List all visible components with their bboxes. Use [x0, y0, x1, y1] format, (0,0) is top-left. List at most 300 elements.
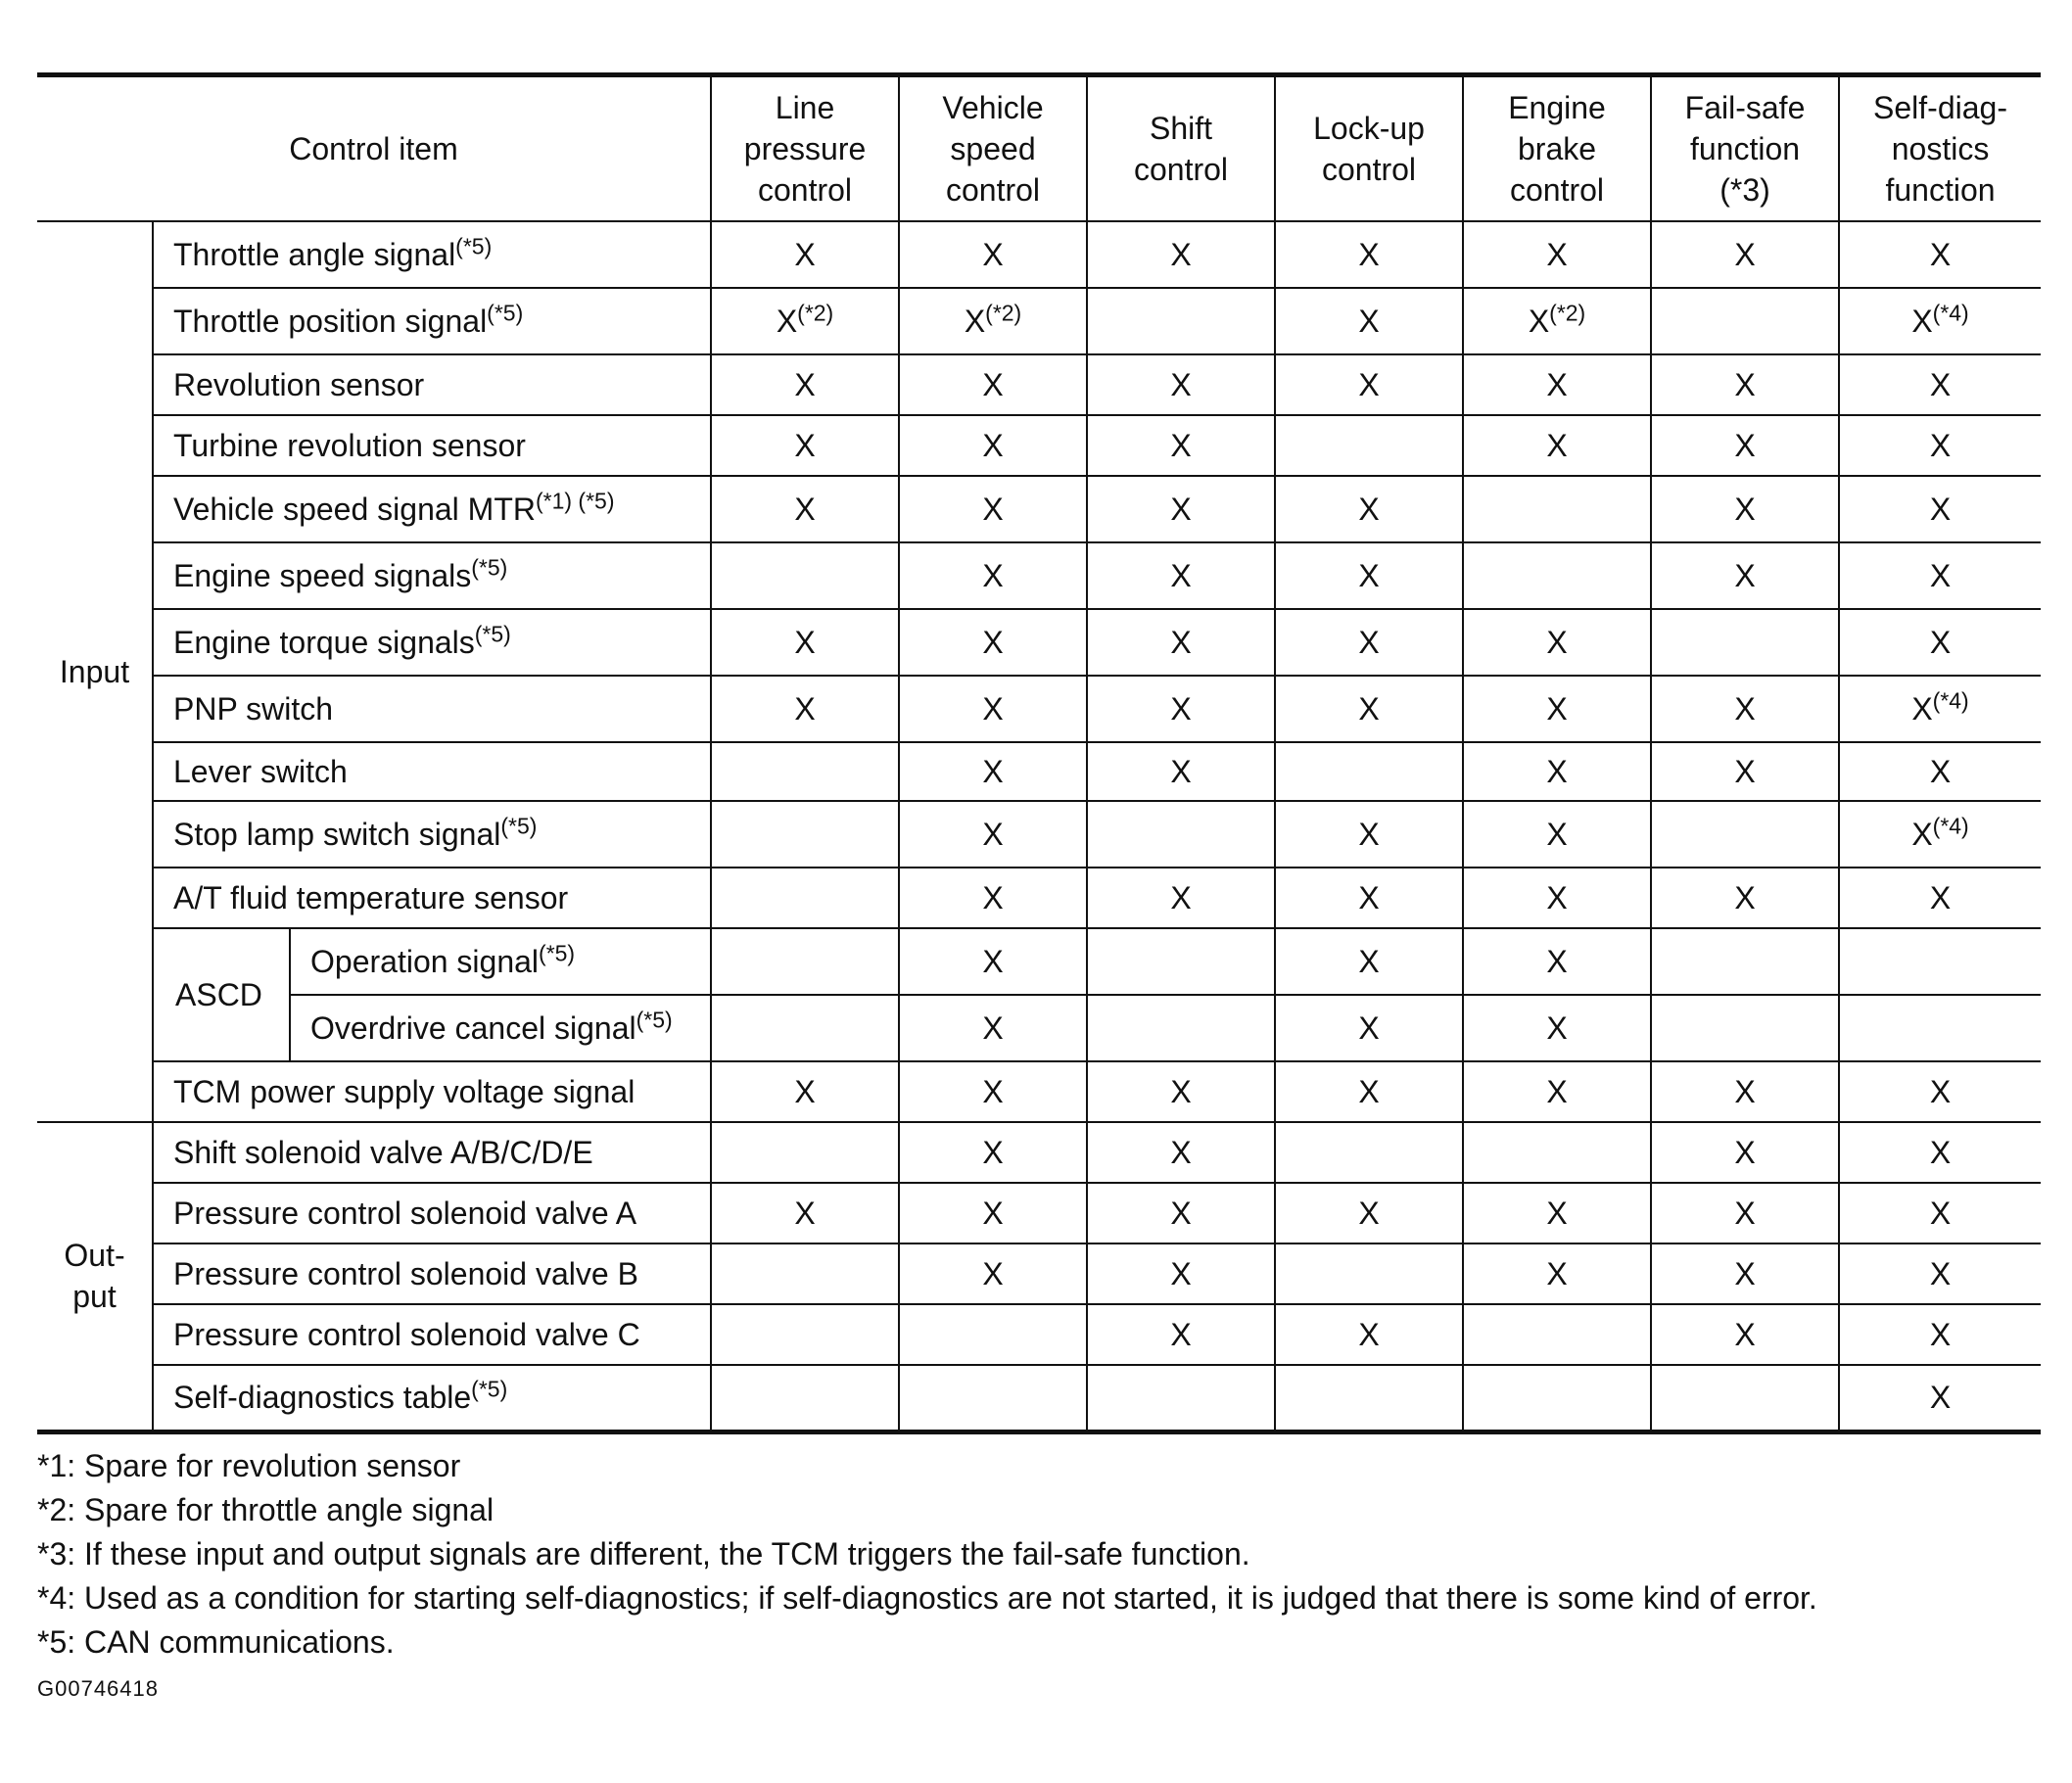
row-label [153, 221, 711, 288]
column-header [1463, 75, 1651, 222]
check-mark: X [1546, 753, 1568, 789]
table-cell [1839, 868, 2041, 928]
table-cell [711, 742, 899, 801]
table-cell [1463, 676, 1651, 742]
header-line: control [1321, 152, 1417, 187]
table-cell [899, 1304, 1087, 1365]
check-mark: X [1358, 557, 1380, 593]
check-mark: X [1734, 236, 1756, 272]
row-label [153, 1243, 711, 1304]
table-cell [1275, 742, 1463, 801]
table-cell [1275, 476, 1463, 542]
check-mark: X [1929, 491, 1952, 527]
check-mark: X [1528, 303, 1550, 339]
check-mark: X [1546, 624, 1568, 660]
header-line: (*3) [1719, 172, 1770, 208]
check-mark: X [1546, 1255, 1568, 1291]
check-mark: X [1734, 1255, 1756, 1291]
table-cell [711, 1365, 899, 1431]
check-mark: X [982, 879, 1004, 915]
cell-footnote-ref: (*2) [1549, 299, 1586, 325]
check-mark: X [1170, 491, 1192, 527]
footnotes [37, 1444, 2041, 1665]
table-cell [1463, 995, 1651, 1061]
check-mark: X [1546, 943, 1568, 979]
table-cell [1463, 1122, 1651, 1183]
table-cell [899, 354, 1087, 415]
check-mark: X [794, 624, 816, 660]
table-cell [1651, 1183, 1839, 1243]
table-row [37, 676, 2041, 742]
check-mark: X [1734, 1316, 1756, 1352]
column-header [1651, 75, 1839, 222]
row-footnote-ref: (*5) [471, 553, 508, 580]
table-cell [899, 1061, 1087, 1122]
row-label-text: Revolution sensor [173, 366, 425, 402]
table-row [37, 1122, 2041, 1183]
control-item-table [37, 72, 2041, 1434]
row-footnote-ref: (*5) [500, 812, 538, 838]
check-mark: X [1546, 1195, 1568, 1231]
column-header [1839, 75, 2041, 222]
row-label-text: Operation signal [310, 943, 540, 979]
check-mark: X [1929, 427, 1952, 463]
table-cell [1087, 288, 1275, 354]
table-cell [899, 676, 1087, 742]
check-mark: X [1358, 690, 1380, 727]
table-cell [1463, 742, 1651, 801]
check-mark: X [794, 366, 816, 402]
table-cell [1275, 542, 1463, 609]
check-mark: X [1734, 753, 1756, 789]
table-cell [899, 1365, 1087, 1431]
row-footnote-ref: (*1) (*5) [535, 487, 615, 513]
check-mark: X [1170, 1255, 1192, 1291]
header-line: brake [1517, 131, 1597, 166]
table-cell [711, 221, 899, 288]
table-cell [1275, 801, 1463, 868]
check-mark: X [1546, 427, 1568, 463]
table-body [37, 221, 2041, 1431]
table-cell [1087, 415, 1275, 476]
row-label [153, 1304, 711, 1365]
table-cell [1839, 1243, 2041, 1304]
table-cell [1275, 928, 1463, 995]
header-line: Engine [1508, 90, 1606, 125]
check-mark: X [1734, 1073, 1756, 1109]
table-cell [1839, 354, 2041, 415]
table-cell [1275, 1365, 1463, 1431]
table-cell [1839, 1183, 2041, 1243]
column-header [899, 75, 1087, 222]
check-mark: X [982, 624, 1004, 660]
table-cell [899, 542, 1087, 609]
check-mark: X [1734, 427, 1756, 463]
check-mark: X [1911, 690, 1933, 727]
row-footnote-ref: (*5) [455, 232, 493, 258]
table-cell [1651, 476, 1839, 542]
table-row [37, 868, 2041, 928]
header-line: Self-diag- [1873, 90, 2007, 125]
check-mark: X [982, 557, 1004, 593]
table-cell [1087, 676, 1275, 742]
column-header [1275, 75, 1463, 222]
table-cell [1087, 742, 1275, 801]
table-cell [711, 1243, 899, 1304]
table-cell [711, 1304, 899, 1365]
table-cell [1839, 1365, 2041, 1431]
table-cell [1463, 1365, 1651, 1431]
table-cell [899, 801, 1087, 868]
table-cell [1275, 354, 1463, 415]
table-cell [711, 476, 899, 542]
check-mark: X [982, 427, 1004, 463]
table-row [37, 995, 2041, 1061]
check-mark: X [1170, 624, 1192, 660]
table-cell [1275, 415, 1463, 476]
table-cell [1463, 415, 1651, 476]
table-cell [711, 1061, 899, 1122]
table-cell [1651, 1304, 1839, 1365]
table-cell [1275, 288, 1463, 354]
table-cell [1839, 476, 2041, 542]
table-cell [1651, 542, 1839, 609]
table-cell [1275, 609, 1463, 676]
table-cell [1651, 995, 1839, 1061]
ascd-group-label: ASCD [153, 928, 290, 1061]
check-mark: X [1546, 1073, 1568, 1109]
table-cell [711, 801, 899, 868]
table-cell [1087, 1183, 1275, 1243]
check-mark: X [982, 753, 1004, 789]
table-cell [1839, 1304, 2041, 1365]
check-mark: X [1358, 1073, 1380, 1109]
check-mark: X [1929, 1073, 1952, 1109]
table-cell [1087, 354, 1275, 415]
table-cell [1651, 868, 1839, 928]
check-mark: X [1170, 1134, 1192, 1170]
table-cell [711, 676, 899, 742]
row-label [153, 676, 711, 742]
table-cell [711, 995, 899, 1061]
table-cell [1463, 221, 1651, 288]
table-cell [1651, 1243, 1839, 1304]
table-cell [899, 928, 1087, 995]
header-line: control [1509, 172, 1605, 208]
table-cell [899, 995, 1087, 1061]
table-cell [1087, 801, 1275, 868]
check-mark: X [776, 303, 798, 339]
row-label-text: Throttle angle signal [173, 236, 456, 272]
check-mark: X [982, 1009, 1004, 1046]
table-cell [1275, 868, 1463, 928]
table-cell [1087, 476, 1275, 542]
header-line: speed [950, 131, 1036, 166]
table-cell [711, 288, 899, 354]
check-mark: X [794, 1195, 816, 1231]
table-cell [899, 742, 1087, 801]
table-row [37, 801, 2041, 868]
row-label [153, 1183, 711, 1243]
check-mark: X [982, 1073, 1004, 1109]
check-mark: X [1546, 690, 1568, 727]
table-cell [1839, 801, 2041, 868]
table-row [37, 476, 2041, 542]
row-footnote-ref: (*5) [474, 620, 511, 646]
output-group-label [37, 1122, 153, 1431]
row-label-text: Pressure control solenoid valve B [173, 1255, 638, 1291]
check-mark: X [794, 491, 816, 527]
output-label-line: put [72, 1279, 117, 1315]
table-cell [1087, 995, 1275, 1061]
table-row [37, 609, 2041, 676]
table-cell [1651, 415, 1839, 476]
table-cell [1839, 1061, 2041, 1122]
table-cell [711, 415, 899, 476]
check-mark: X [794, 427, 816, 463]
check-mark: X [1358, 816, 1380, 852]
footnote: *3: If these input and output signals are different, the TCM triggers the fail-safe function. [37, 1535, 1250, 1572]
table-cell [1651, 609, 1839, 676]
check-mark: X [1929, 1379, 1952, 1415]
table-cell [1651, 1061, 1839, 1122]
check-mark: X [1358, 943, 1380, 979]
table-cell [711, 542, 899, 609]
table-cell [899, 868, 1087, 928]
table-cell [1463, 288, 1651, 354]
cell-footnote-ref: (*4) [1932, 812, 1969, 838]
check-mark: X [982, 491, 1004, 527]
row-footnote-ref: (*5) [539, 939, 576, 965]
check-mark: X [1929, 624, 1952, 660]
table-cell [1275, 995, 1463, 1061]
header-line: Vehicle [942, 90, 1044, 125]
check-mark: X [1734, 690, 1756, 727]
table-cell [1087, 928, 1275, 995]
header-line: Line [775, 90, 835, 125]
check-mark: X [1734, 1195, 1756, 1231]
column-header [1087, 75, 1275, 222]
row-label-text: Shift solenoid valve A/B/C/D/E [173, 1134, 593, 1170]
check-mark: X [1546, 816, 1568, 852]
row-label [153, 415, 711, 476]
row-label [153, 801, 711, 868]
table-cell [1275, 1304, 1463, 1365]
cell-footnote-ref: (*4) [1932, 686, 1969, 713]
check-mark: X [1546, 1009, 1568, 1046]
table-cell [1839, 995, 2041, 1061]
table-cell [1087, 1243, 1275, 1304]
row-label-text: Engine torque signals [173, 624, 475, 660]
table-cell [1463, 354, 1651, 415]
table-cell [711, 609, 899, 676]
table-row [37, 221, 2041, 288]
check-mark: X [1358, 1316, 1380, 1352]
row-label [290, 995, 711, 1061]
table-row [37, 742, 2041, 801]
table-cell [1463, 476, 1651, 542]
check-mark: X [1929, 753, 1952, 789]
check-mark: X [1170, 1195, 1192, 1231]
row-label-text: Throttle position signal [173, 303, 488, 339]
row-label [153, 1061, 711, 1122]
footnote: *1: Spare for revolution sensor [37, 1447, 461, 1483]
check-mark: X [1546, 879, 1568, 915]
check-mark: X [1358, 303, 1380, 339]
row-label [153, 868, 711, 928]
row-label-text: Turbine revolution sensor [173, 427, 526, 463]
table-cell [899, 1122, 1087, 1183]
header-line: function [1885, 172, 1996, 208]
row-footnote-ref: (*5) [636, 1006, 673, 1032]
header-line: Fail-safe [1684, 90, 1806, 125]
table-cell [899, 1183, 1087, 1243]
footnote: *4: Used as a condition for starting self-diagnostics; if self-diagnostics are not started, it is judged that there is some kind of error. [37, 1579, 1817, 1616]
table-cell [1651, 801, 1839, 868]
table-cell [1463, 1304, 1651, 1365]
row-label-text: Pressure control solenoid valve C [173, 1316, 640, 1352]
table-cell [711, 928, 899, 995]
table-cell [1275, 1243, 1463, 1304]
table-cell [1463, 609, 1651, 676]
check-mark: X [1734, 557, 1756, 593]
row-footnote-ref: (*5) [487, 299, 524, 325]
table-row [37, 1365, 2041, 1431]
footnote: *5: CAN communications. [37, 1623, 395, 1660]
table-cell [1463, 928, 1651, 995]
check-mark: X [1358, 236, 1380, 272]
header-line: pressure [743, 131, 867, 166]
table-cell [1087, 1061, 1275, 1122]
header-line: control [1133, 152, 1229, 187]
check-mark: X [1929, 366, 1952, 402]
check-mark: X [982, 1134, 1004, 1170]
check-mark: X [1929, 1195, 1952, 1231]
table-cell [899, 609, 1087, 676]
table-cell [1463, 1183, 1651, 1243]
table-cell [1839, 221, 2041, 288]
check-mark: X [1170, 1316, 1192, 1352]
table-row [37, 354, 2041, 415]
row-label [153, 288, 711, 354]
table-cell [1463, 868, 1651, 928]
check-mark: X [1358, 1195, 1380, 1231]
check-mark: X [1170, 1073, 1192, 1109]
input-group-label [37, 221, 153, 1122]
check-mark: X [1734, 366, 1756, 402]
header-line: function [1689, 131, 1801, 166]
check-mark: X [1170, 236, 1192, 272]
row-label [153, 609, 711, 676]
header-line: nostics [1891, 131, 1990, 166]
check-mark: X [1546, 366, 1568, 402]
row-label-text: Lever switch [173, 753, 348, 789]
check-mark: X [982, 1255, 1004, 1291]
table-cell [1087, 1304, 1275, 1365]
table-cell [1275, 1061, 1463, 1122]
table-cell [1463, 801, 1651, 868]
check-mark: X [1929, 236, 1952, 272]
table-cell [1651, 354, 1839, 415]
table-row [37, 928, 2041, 995]
table-cell [1839, 415, 2041, 476]
check-mark: X [964, 303, 986, 339]
table-cell [1275, 1183, 1463, 1243]
header-line: Lock-up [1313, 111, 1425, 146]
row-label-text: Overdrive cancel signal [310, 1009, 636, 1046]
table-row [37, 1183, 2041, 1243]
table-row [37, 1061, 2041, 1122]
check-mark: X [1170, 753, 1192, 789]
table-cell [1651, 928, 1839, 995]
row-label-text: PNP switch [173, 690, 334, 727]
row-label-text: A/T fluid temperature sensor [173, 879, 569, 915]
table-cell [899, 415, 1087, 476]
table-row [37, 288, 2041, 354]
table-cell [1839, 1122, 2041, 1183]
check-mark: X [982, 366, 1004, 402]
cell-footnote-ref: (*2) [797, 299, 834, 325]
table-cell [1463, 542, 1651, 609]
header-line: control [757, 172, 853, 208]
table-cell [899, 288, 1087, 354]
row-footnote-ref: (*5) [471, 1376, 508, 1402]
check-mark: X [1911, 816, 1933, 852]
table-cell [1839, 742, 2041, 801]
check-mark: X [1929, 1255, 1952, 1291]
table-cell [1463, 1061, 1651, 1122]
check-mark: X [794, 236, 816, 272]
check-mark: X [1170, 557, 1192, 593]
check-mark: X [1358, 491, 1380, 527]
column-header [711, 75, 899, 222]
table-cell [1087, 1365, 1275, 1431]
table-cell [711, 1183, 899, 1243]
check-mark: X [1358, 879, 1380, 915]
row-label [153, 476, 711, 542]
table-cell [1651, 1122, 1839, 1183]
header-line: Shift [1150, 111, 1213, 146]
cell-footnote-ref: (*4) [1932, 299, 1969, 325]
row-label-text: Vehicle speed signal MTR [173, 491, 536, 527]
check-mark: X [1929, 557, 1952, 593]
table-cell [1839, 676, 2041, 742]
table-row [37, 542, 2041, 609]
check-mark: X [1734, 879, 1756, 915]
table-cell [1651, 288, 1839, 354]
table-cell [899, 476, 1087, 542]
check-mark: X [1929, 1134, 1952, 1170]
row-label [153, 1365, 711, 1431]
check-mark: X [1358, 624, 1380, 660]
table-cell [1839, 928, 2041, 995]
row-label-text: Self-diagnostics table [173, 1379, 472, 1415]
row-label-text: Engine speed signals [173, 557, 472, 593]
table-cell [1463, 1243, 1651, 1304]
check-mark: X [982, 943, 1004, 979]
check-mark: X [1170, 427, 1192, 463]
table-cell [1275, 676, 1463, 742]
table-cell [1087, 542, 1275, 609]
check-mark: X [1170, 366, 1192, 402]
check-mark: X [1546, 236, 1568, 272]
row-label [153, 542, 711, 609]
table-cell [711, 354, 899, 415]
table-cell [1275, 1122, 1463, 1183]
check-mark: X [1358, 1009, 1380, 1046]
footnote: *2: Spare for throttle angle signal [37, 1491, 494, 1527]
table-cell [1087, 1122, 1275, 1183]
